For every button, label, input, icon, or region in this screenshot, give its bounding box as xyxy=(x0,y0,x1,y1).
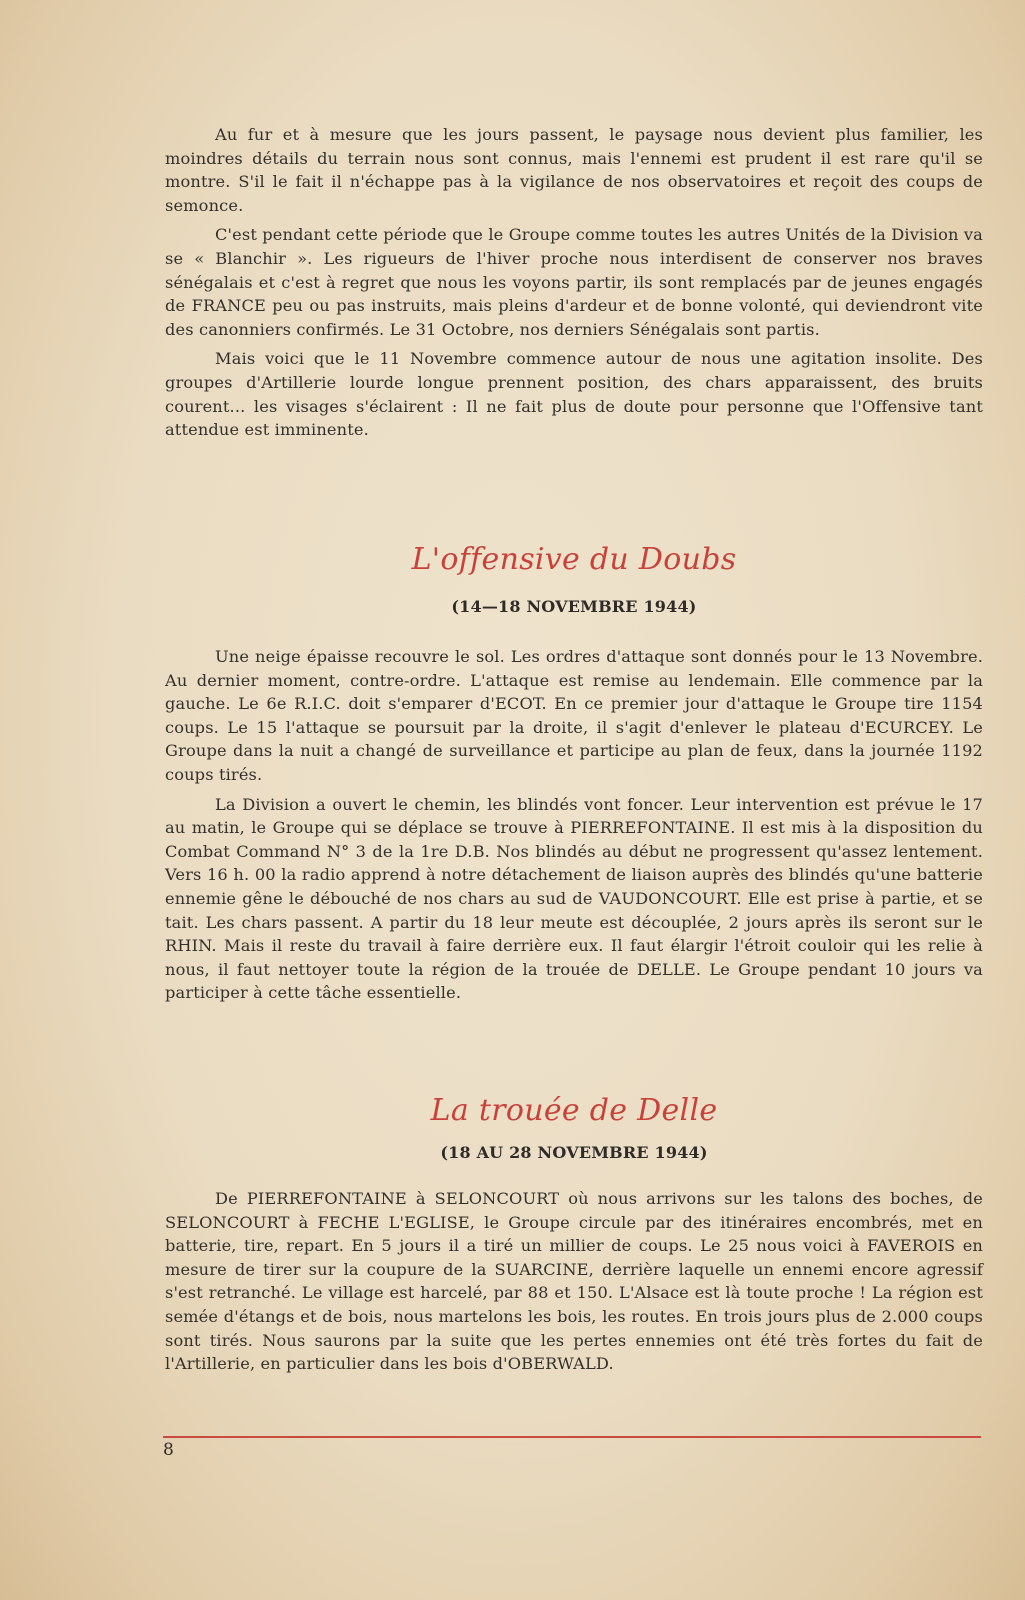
section-date-doubs: (14—18 NOVEMBRE 1944) xyxy=(451,597,697,616)
section-title-delle: La trouée de Delle xyxy=(430,1093,718,1128)
paragraph: Au fur et à mesure que les jours passent, le paysage nous devient plus familier, les moindres détails du terrain nous sont connus, mais l'ennemi est prudent il est rare qu'il se montre. S'il le fait il n'échappe pas à la vigilance de nos observatoires et reçoit des coups de semonce. xyxy=(165,125,983,215)
section-title-doubs: L'offensive du Doubs xyxy=(411,542,737,577)
paragraph: C'est pendant cette période que le Groupe comme toutes les autres Unités de la Division va se « Blanchir ». Les rigueurs de l'hiver proche nous interdisent de conserver nos braves sénégalais et c'est à regret que nous les voyons partir, ils sont remplacés par de jeunes engagés de FRANCE peu ou pas instruits, mais pleins d'ardeur et de bonne volonté, qui deviendront vite des canonniers confirmés. Le 31 Octobre, nos derniers Sénégalais sont partis. xyxy=(165,225,983,339)
section-date-delle: (18 AU 28 NOVEMBRE 1944) xyxy=(440,1143,708,1162)
page-number: 8 xyxy=(163,1440,174,1460)
intro-text xyxy=(165,123,983,448)
section-text-delle xyxy=(165,1187,983,1382)
section-text-doubs xyxy=(165,645,983,1011)
paragraph: Mais voici que le 11 Novembre commence autour de nous une agitation insolite. Des groupes d'Artillerie lourde longue prennent position, des chars apparaissent, des bruits courent... les visages s'éclairent : Il ne fait plus de doute pour personne que l'Offensive tant attendue est imminente. xyxy=(165,349,983,440)
footer-divider xyxy=(163,1436,981,1438)
paragraph: La Division a ouvert le chemin, les blindés vont foncer. Leur intervention est prévue le 17 au matin, le Groupe qui se déplace se trouve à PIERREFONTAINE. Il est mis à la disposition du Combat Command N° 3 de la 1re D.B. Nos blindés au début ne progressent qu'assez lentement. Vers 16 h. 00 la radio apprend à notre détachement de liaison auprès des blindés qu'une batterie ennemie gêne le débouché de nos chars au sud de VAUDONCOURT. Elle est prise à partie, et se tait. Les chars passent. A partir du 18 leur meute est découplée, 2 jours après ils seront sur le RHIN. Mais il reste du travail à faire derrière eux. Il faut élargir l'étroit couloir qui les relie à nous, il faut nettoyer toute la région de la trouée de DELLE. Le Groupe pendant 10 jours va participer à cette tâche essentielle. xyxy=(165,794,983,1003)
paragraph: De PIERREFONTAINE à SELONCOURT où nous arrivons sur les talons des boches, de SELONCOURT à FECHE L'EGLISE, le Groupe circule par des itinéraires encombrés, met en batterie, tire, repart. En 5 jours il a tiré un millier de coups. Le 25 nous voici à FAVEROIS en mesure de tirer sur la coupure de la SUARCINE, derrière laquelle un ennemi encore agressif s'est retranché. Le village est harcelé, par 88 et 150. L'Alsace est là toute proche ! La région est semée d'étangs et de bois, nous martelons les bois, les routes. En trois jours plus de 2.000 coups sont tirés. Nous saurons par la suite que les pertes ennemies ont été très fortes du fait de l'Artillerie, en particulier dans les bois d'OBERWALD. xyxy=(165,1189,983,1374)
paragraph: Une neige épaisse recouvre le sol. Les ordres d'attaque sont donnés pour le 13 Novembre. Au dernier moment, contre-ordre. L'attaque est remise au lendemain. Elle commence par la gauche. Le 6e R.I.C. doit s'emparer d'ECOT. En ce premier jour d'attaque le Groupe tire 1154 coups. Le 15 l'attaque se poursuit par la droite, il s'agit d'enlever le plateau d'ECURCEY. Le Groupe dans la nuit a changé de surveillance et participe au plan de feux, dans la journée 1192 coups tirés. xyxy=(165,647,983,784)
